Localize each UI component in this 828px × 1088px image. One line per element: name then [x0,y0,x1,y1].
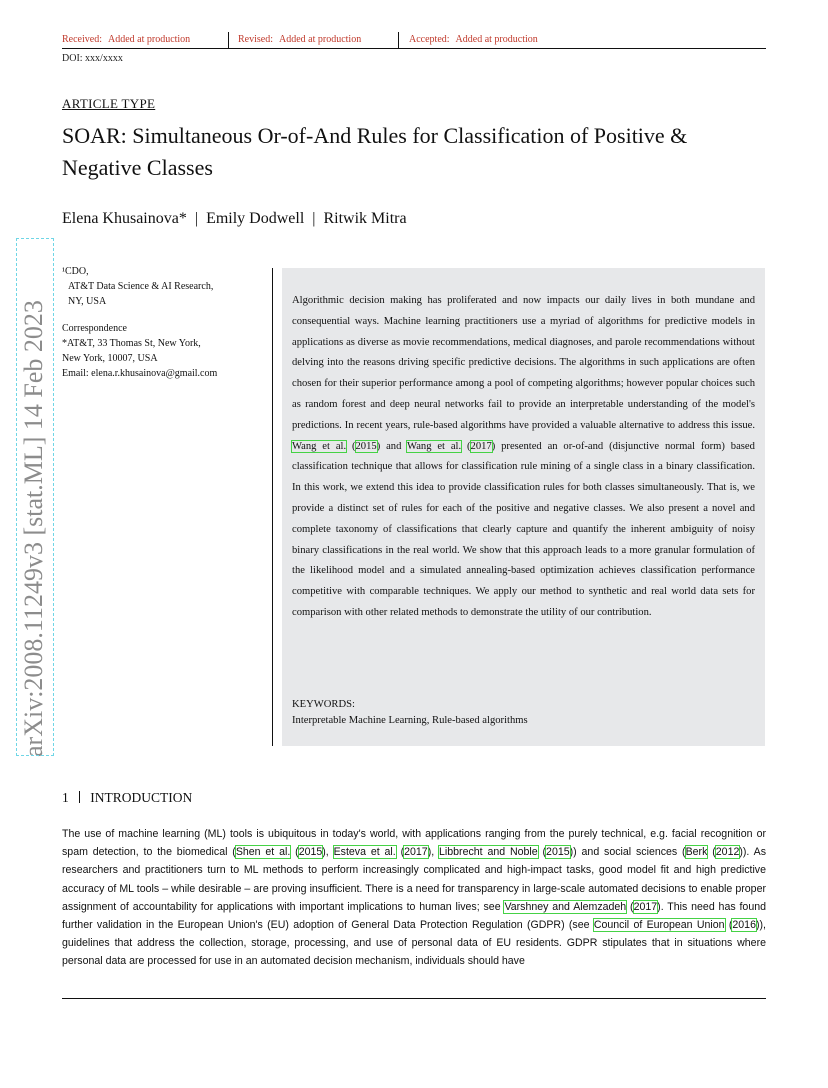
citation-link[interactable]: Berk [685,846,708,859]
intro-paragraph: The use of machine learning (ML) tools is ubiquitous in today's world, with applications ranging from the purely technical, e.g. facial recognition or spam detection, to the biomedical (Shen et al. (2015), Esteva et al. (2017), Libbrecht and Noble (2015)) and social sciences (Berk (2012)). As researchers and practitioners turn to ML methods to perform increasingly complicated and high-impact tasks, good model fit and high predictive accuracy of ML tools – while desirable – are proving insufficient. There is a need for transparency in large-scale automated decisions to enable proper assignment of accountability for applications with important implications to human lives; see Varshney and Alemzadeh (2017). This need has found further validation in the European Union's (EU) adoption of General Data Protection Regulation (GDPR) (see Council of European Union (2016)), guidelines that address the collection, storage, processing, and use of personal data of EU residents. GDPR stipulates that in situations where personal data are processed for use in an automated decision mechanism, individuals should have [62,828,766,968]
header-divider [228,32,229,48]
header-rule [62,48,766,49]
author-separator: | [312,210,316,227]
doi: DOI: xxx/xxxx [62,53,123,64]
author: Emily Dodwell [206,210,305,227]
citation-link[interactable]: 2015 [298,846,323,859]
paper-title: SOAR: Simultaneous Or-of-And Rules for Classification of Positive & Negative Classes [62,123,688,180]
article-type: ARTICLE TYPE [62,96,156,111]
header-divider [398,32,399,48]
citation-link[interactable]: Esteva et al. [333,846,396,859]
accepted-label: Accepted: [409,34,450,45]
citation-link[interactable]: Wang et al. [292,440,347,452]
received-note [62,34,190,45]
revised-label: Revised: [238,34,273,45]
citation-link[interactable]: 2017 [404,846,428,859]
affiliation-line: AT&T Data Science & AI Research, [68,281,214,292]
abstract-text: Algorithmic decision making has proliferated and now impacts our daily lives in both mundane and consequential ways. Machine learning practitioners use a myriad of algorithms for predictive models in applications as diverse as movie recommendations, medical diagnoses, and parole recommendations without delving into the reasons driving specific predictive decisions. The algorithms in such applications are often chosen for their superior performance among a pool of competing algorithms; however popular choices such as random forest and deep neural networks fail to provide an interpretable understanding of the model's predictions. In recent years, rule-based algorithms have provided a valuable alternative to address this issue. Wang et al. (2015) and Wang et al. (2017) presented an or-of-and (disjunctive normal form) based classification technique that allows for classification rule mining of a single class in a binary classification. In this work, we extend this idea to provide classification rules for both classes simultaneously. That is, we provide a distinct set of rules for each of the positive and negative classes. We also present a novel and complete taxonomy of classifications that clearly capture and quantify the inherent ambiguity of noisy binary classifications in the real world. We show that this approach leads to a more granular formulation of the likelihood model and a simulated annealing-based optimization achieves classification performance competitive with comparable techniques. We apply our method to synthetic and real world data sets for comparison with other related methods to demonstrate the utility of our contribution. [292,295,755,618]
keywords-label: KEYWORDS: [292,699,355,710]
arxiv-stamp[interactable]: arXiv:2008.11249v3 [stat.ML] 14 Feb 2023 [15,237,55,757]
author-list [62,210,407,228]
citation-link[interactable]: 2017 [470,440,492,452]
section-number: 1 [62,790,69,805]
affiliation-block [62,264,262,381]
correspondence-line: New York, 10007, USA [62,353,158,364]
affiliation-line: ¹CDO, [62,266,89,277]
citation-link[interactable]: Council of European Union [593,919,725,932]
citation-link[interactable]: 2015 [546,846,570,859]
accepted-note [409,34,538,45]
citation-link[interactable]: Wang et al. [407,440,462,452]
citation-link[interactable]: 2012 [715,846,740,859]
citation-link[interactable]: 2015 [355,440,377,452]
received-label: Received: [62,34,102,45]
affiliation-line: NY, USA [68,296,107,307]
citation-link[interactable]: Varshney and Alemzadeh [504,900,627,913]
citation-link[interactable]: 2017 [633,900,658,913]
column-divider [272,268,273,746]
author-separator: | [194,210,199,227]
correspondence-label: Correspondence [62,323,127,334]
citation-link[interactable]: Shen et al. [235,846,291,859]
citation-link[interactable]: 2016 [732,919,756,932]
revised-value: Added at production [279,34,362,45]
revised-note [238,34,361,45]
footer-rule [62,998,766,999]
correspondence-line: *AT&T, 33 Thomas St, New York, [62,338,201,349]
received-value: Added at production [107,34,191,45]
correspondence-email: Email: elena.r.khusainova@gmail.com [62,368,218,379]
author: Ritwik Mitra [323,210,407,227]
citation-link[interactable]: Libbrecht and Noble [439,846,538,859]
author: Elena Khusainova* [62,210,187,227]
section-title: INTRODUCTION [90,790,193,805]
section-heading [62,790,192,806]
accepted-value: Added at production [455,34,538,45]
keywords-text: Interpretable Machine Learning, Rule-based algorithms [292,715,528,726]
